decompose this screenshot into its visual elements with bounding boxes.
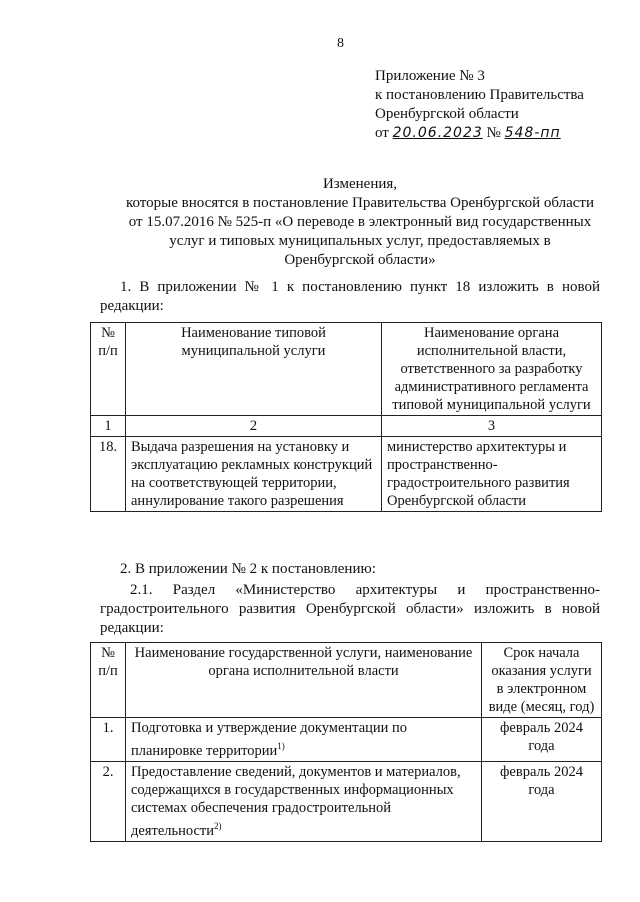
- table-row: [91, 718, 602, 762]
- table2-row1-text: [126, 718, 482, 762]
- from-label: от: [375, 125, 389, 141]
- title-line1: Изменения,: [322, 176, 398, 192]
- title-line4: услуг и типовых муниципальных услуг, предоставляемых в: [169, 233, 551, 249]
- table-1: [90, 322, 602, 512]
- table2-row2-term: февраль 2024 года: [482, 761, 602, 841]
- paragraph-1: 1. В приложении № 1 к постановлению пункт 18 изложить в новой редакции:: [100, 279, 600, 314]
- table2-row1-term: февраль 2024 года: [482, 718, 602, 762]
- title-line2: которые вносятся в постановление Правительства Оренбургской области: [125, 195, 595, 211]
- table1-row-num: 18.: [91, 437, 126, 512]
- title-line3: от 15.07.2016 № 525-п «О переводе в электронный вид государственных: [128, 214, 592, 230]
- paragraph-3: 2.1. Раздел «Министерство архитектуры и пространственно-градостроительного развития Оренбургской области» изложить в новой редакции:: [100, 582, 600, 636]
- table1-row-body: министерство архитектуры и пространственно-градостроительного развития Оренбургской области: [382, 437, 602, 512]
- table1-header-service: Наименование типовой муниципальной услуги: [126, 323, 382, 416]
- table-row: [91, 437, 602, 512]
- paragraph-2: 2. В приложении № 2 к постановлению:: [120, 561, 376, 577]
- table2-row2-text: [126, 761, 482, 841]
- document-title: [100, 175, 620, 270]
- table1-header-num: № п/п: [91, 323, 126, 416]
- table2-header-term: Срок начала оказания услуги в электронном виде (месяц, год): [482, 643, 602, 718]
- handwritten-date: 20.06.2023: [392, 125, 483, 141]
- attachment-date-line: [375, 124, 584, 143]
- table2-header-service: Наименование государственной услуги, наименование органа исполнительной власти: [126, 643, 482, 718]
- handwritten-number: 548-пп: [504, 125, 561, 141]
- table2-row2-num: 2.: [91, 761, 126, 841]
- table1-colnum-3: 3: [382, 416, 602, 437]
- attachment-line2: к постановлению Правительства: [375, 87, 584, 103]
- footnote-marker: 1): [277, 741, 285, 751]
- title-line5: Оренбургской области»: [284, 252, 436, 268]
- table2-row1-service: Подготовка и утверждение документации по планировке территории: [131, 720, 408, 759]
- footnote-marker: 2): [214, 820, 222, 831]
- attachment-line1: Приложение № 3: [375, 68, 485, 84]
- number-label: №: [486, 125, 501, 141]
- table1-header-body: Наименование органа исполнительной власти, ответственного за разработку административного регламента типовой муниципальной услуги: [382, 323, 602, 416]
- table-2: [90, 642, 602, 842]
- table2-row2-service: Предоставление сведений, документов и материалов, содержащихся в государственных информационных системах обеспечения градостроительной деятельности: [131, 763, 461, 839]
- page-number: 8: [337, 36, 344, 51]
- attachment-line3: Оренбургской области: [375, 106, 519, 122]
- table-row: [91, 761, 602, 841]
- table1-colnum-1: 1: [91, 416, 126, 437]
- table2-row1-num: 1.: [91, 718, 126, 762]
- table2-header-num: № п/п: [91, 643, 126, 718]
- table1-colnum-2: 2: [126, 416, 382, 437]
- table1-row-service: Выдача разрешения на установку и эксплуатацию рекламных конструкций на соответствующей территории, аннулирование такого разрешения: [126, 437, 382, 512]
- attachment-header: [375, 67, 584, 143]
